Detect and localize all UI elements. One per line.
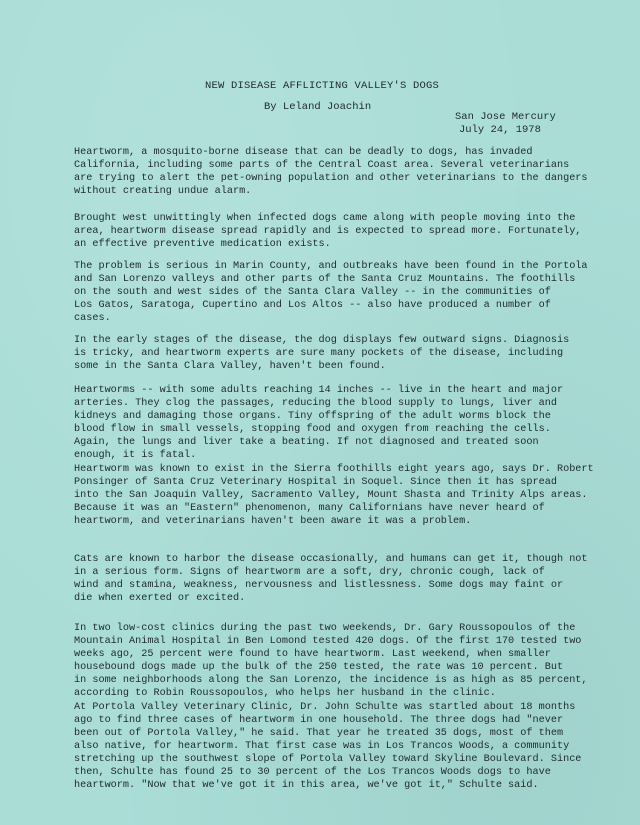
paragraph-line: housebound dogs made up the bulk of the 250 tested, the rate was 10 percent. But xyxy=(74,662,564,673)
paragraph-line: some in the Santa Clara Valley, haven't been found. xyxy=(74,361,386,372)
paragraph-line: Brought west unwittingly when infected dogs came along with people moving into the xyxy=(74,213,576,224)
paragraph-line: Again, the lungs and liver take a beating. If not diagnosed and treated soon xyxy=(74,437,539,448)
paragraph-line: Heartworms -- with some adults reaching 14 inches -- live in the heart and major xyxy=(74,385,564,396)
paragraph-line: on the south and west sides of the Santa Clara Valley -- in the communities of xyxy=(74,287,551,298)
paragraph-line: and San Lorenzo valleys and other parts of the Santa Cruz Mountains. The foothills xyxy=(74,274,576,285)
article-paragraph xyxy=(74,622,614,700)
paragraph-line: Cats are known to harbor the disease occasionally, and humans can get it, though not xyxy=(74,554,588,565)
paragraph-line: stretching up the southwest slope of Portola Valley toward Skyline Boulevard. Since xyxy=(74,754,582,765)
paragraph-line: weeks ago, 25 percent were found to have heartworm. Last weekend, when smaller xyxy=(74,649,551,660)
paragraph-line: in a serious form. Signs of heartworm are a soft, dry, chronic cough, lack of xyxy=(74,567,545,578)
article-title: NEW DISEASE AFFLICTING VALLEY'S DOGS xyxy=(205,80,440,92)
paragraph-line: In two low-cost clinics during the past two weekends, Dr. Gary Roussopoulos of the xyxy=(74,623,576,634)
paragraph-line: wind and stamina, weakness, nervousness and listlessness. Some dogs may faint or xyxy=(74,580,564,591)
source-date: July 24, 1978 xyxy=(459,124,541,136)
paragraph-line: At Portola Valley Veterinary Clinic, Dr. John Schulte was startled about 18 months xyxy=(74,702,576,713)
article-paragraph xyxy=(74,701,614,792)
paragraph-line: Los Gatos, Saratoga, Cupertino and Los Altos -- also have produced a number of xyxy=(74,300,551,311)
paragraph-line: arteries. They clog the passages, reducing the blood supply to lungs, liver and xyxy=(74,398,557,409)
paragraph-line: Ponsinger of Santa Cruz Veterinary Hospital in Soquel. Since then it has spread xyxy=(74,477,557,488)
paragraph-line: in some neighborhoods along the San Lorenzo, the incidence is as high as 85 percent, xyxy=(74,675,588,686)
paragraph-line: Mountain Animal Hospital in Ben Lomond tested 420 dogs. Of the first 170 tested two xyxy=(74,636,582,647)
paragraph-line: also native, for heartworm. That first case was in Los Trancos Woods, a community xyxy=(74,741,570,752)
article-paragraph xyxy=(74,553,614,605)
paragraph-line: is tricky, and heartworm experts are sure many pockets of the disease, including xyxy=(74,348,564,359)
article-paragraph xyxy=(74,212,614,251)
paragraph-line: Heartworm, a mosquito-borne disease that can be deadly to dogs, has invaded xyxy=(74,147,533,158)
article-paragraph xyxy=(74,260,614,325)
paragraph-line: In the early stages of the disease, the dog displays few outward signs. Diagnosis xyxy=(74,335,570,346)
paragraph-line: been out of Portola Valley," he said. That year he treated 35 dogs, most of them xyxy=(74,728,564,739)
article-paragraph xyxy=(74,463,614,528)
source-publication: San Jose Mercury xyxy=(455,111,556,123)
paragraph-line: an effective preventive medication exists. xyxy=(74,239,331,250)
paragraph-line: blood flow in small vessels, stopping food and oxygen from reaching the cells. xyxy=(74,424,551,435)
paragraph-line: The problem is serious in Marin County, and outbreaks have been found in the Portola xyxy=(74,261,588,272)
paragraph-line: into the San Joaquin Valley, Sacramento Valley, Mount Shasta and Trinity Alps areas. xyxy=(74,490,588,501)
paragraph-line: without creating undue alarm. xyxy=(74,186,252,197)
paragraph-line: die when exerted or excited. xyxy=(74,593,246,604)
paragraph-line: heartworm, and veterinarians haven't been aware it was a problem. xyxy=(74,516,472,527)
article-paragraph xyxy=(74,384,614,462)
paragraph-line: then, Schulte has found 25 to 30 percent of the Los Trancos Woods dogs to have xyxy=(74,767,551,778)
paragraph-line: kidneys and damaging those organs. Tiny offspring of the adult worms block the xyxy=(74,411,551,422)
article-paragraph xyxy=(74,334,614,373)
paragraph-line: enough, it is fatal. xyxy=(74,450,197,461)
article-paragraph xyxy=(74,146,614,198)
paragraph-line: cases. xyxy=(74,313,111,324)
paragraph-line: ago to find three cases of heartworm in one household. The three dogs had "never xyxy=(74,715,564,726)
paragraph-line: Heartworm was known to exist in the Sierra foothills eight years ago, says Dr. Robert xyxy=(74,464,594,475)
paragraph-line: heartworm. "Now that we've got it in this area, we've got it," Schulte said. xyxy=(74,780,539,791)
article-source xyxy=(455,111,556,137)
paragraph-line: are trying to alert the pet-owning population and other veterinarians to the dangers xyxy=(74,173,588,184)
paragraph-line: according to Robin Roussopoulos, who helps her husband in the clinic. xyxy=(74,688,496,699)
paragraph-line: Because it was an "Eastern" phenomenon, many Californians have never heard of xyxy=(74,503,545,514)
paragraph-line: area, heartworm disease spread rapidly and is expected to spread more. Fortunately, xyxy=(74,226,582,237)
article-byline: By Leland Joachin xyxy=(264,101,372,113)
paragraph-line: California, including some parts of the Central Coast area. Several veterinarians xyxy=(74,160,570,171)
